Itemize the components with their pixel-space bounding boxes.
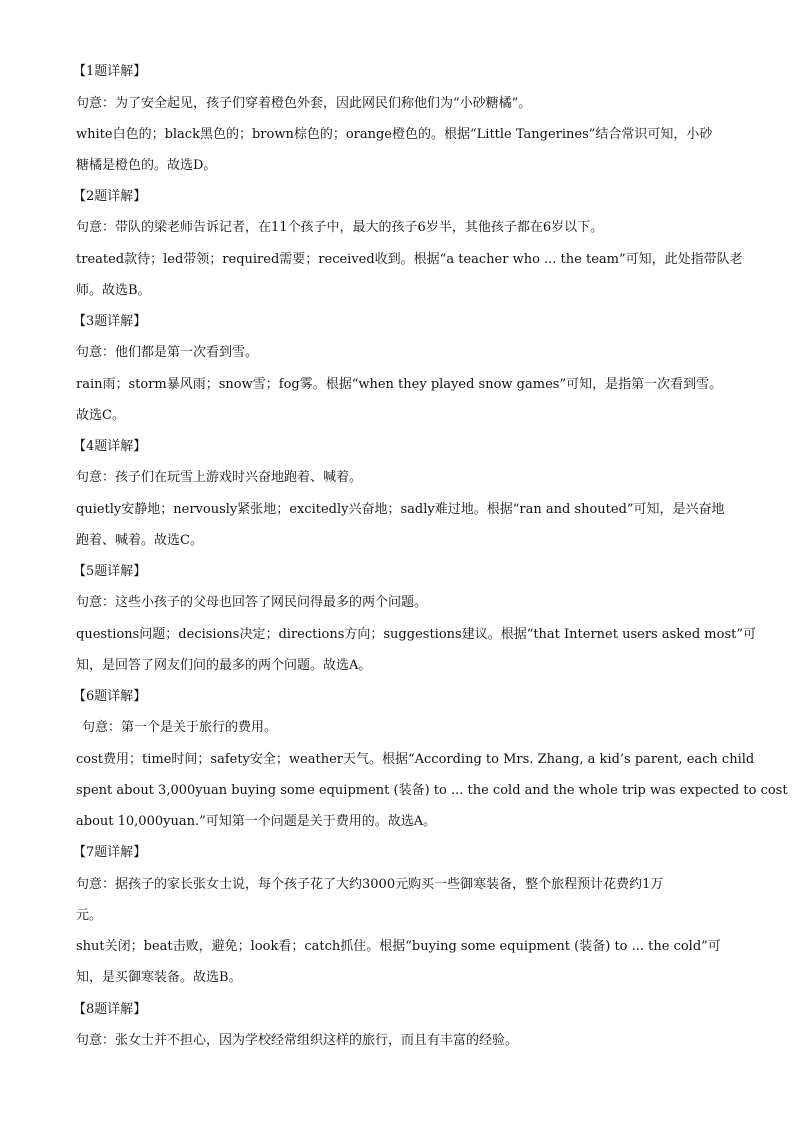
section-heading-8: 【8题详解】 xyxy=(73,1002,147,1017)
section-1-line-3: 糖橘是橙色的。故选D。 xyxy=(76,158,217,173)
section-5-line-1: 句意：这些小孩子的父母也回答了网民问得最多的两个问题。 xyxy=(76,595,428,610)
section-5-line-3: 知，是回答了网友们问的最多的两个问题。故选A。 xyxy=(76,658,372,673)
section-1-line-1: 句意：为了安全起见，孩子们穿着橙色外套，因此网民们称他们为“小砂糖橘”。 xyxy=(76,96,532,111)
section-3-line-1: 句意：他们都是第一次看到雪。 xyxy=(76,345,259,360)
section-heading-4: 【4题详解】 xyxy=(73,439,147,454)
section-1-line-2: white白色的；black黑色的；brown棕色的；orange橙色的。根据“Little Tangerines”结合常识可知，小砂 xyxy=(76,127,713,142)
section-4-line-1: 句意：孩子们在玩雪上游戏时兴奋地跑着、喊着。 xyxy=(76,470,363,485)
section-heading-1: 【1题详解】 xyxy=(73,64,147,79)
section-heading-5: 【5题详解】 xyxy=(73,564,147,579)
section-heading-3: 【3题详解】 xyxy=(73,314,147,329)
section-2-line-2: treated款待；led带领；required需要；received收到。根据“a teacher who ... the team”可知，此处指带队老 xyxy=(76,252,743,267)
section-6-line-1: 句意：第一个是关于旅行的费用。 xyxy=(82,720,278,735)
section-8-line-1: 句意：张女士并不担心，因为学校经常组织这样的旅行，而且有丰富的经验。 xyxy=(76,1033,519,1048)
section-heading-7: 【7题详解】 xyxy=(73,845,147,860)
section-3-line-2: rain雨；storm暴风雨；snow雪；fog雾。根据“when they played snow games”可知，是指第一次看到雪。 xyxy=(76,377,723,392)
section-7-line-3: shut关闭；beat击败，避免；look看；catch抓住。根据“buying some equipment (装备) to ... the cold”可 xyxy=(76,939,721,954)
section-7-line-4: 知，是买御寒装备。故选B。 xyxy=(76,970,242,985)
section-5-line-2: questions问题；decisions决定；directions方向；suggestions建议。根据“that Internet users asked most”可 xyxy=(76,627,756,642)
section-2-line-3: 师。故选B。 xyxy=(76,283,151,298)
section-6-line-3: spent about 3,000yuan buying some equipment (装备) to ... the cold and the whole trip was expected to cost xyxy=(76,783,788,798)
section-4-line-2: quietly安静地；nervously紧张地；excitedly兴奋地；sadly难过地。根据“ran and shouted”可知，是兴奋地 xyxy=(76,502,725,517)
section-6-line-2: cost费用；time时间；safety安全；weather天气。根据“According to Mrs. Zhang, a kid’s parent, each child xyxy=(76,752,755,767)
section-heading-2: 【2题详解】 xyxy=(73,189,147,204)
section-heading-6: 【6题详解】 xyxy=(73,689,147,704)
section-3-line-3: 故选C。 xyxy=(76,408,125,423)
section-7-line-1: 句意：据孩子的家长张女士说，每个孩子花了大约3000元购买一些御寒装备，整个旅程预计花费约1万 xyxy=(76,877,664,892)
section-7-line-2: 元。 xyxy=(76,908,103,923)
section-2-line-1: 句意：带队的梁老师告诉记者，在11个孩子中，最大的孩子6岁半，其他孩子都在6岁以下。 xyxy=(76,220,604,235)
section-6-line-4: about 10,000yuan.”可知第一个问题是关于费用的。故选A。 xyxy=(76,814,437,829)
section-4-line-3: 跑着、喊着。故选C。 xyxy=(76,533,203,548)
